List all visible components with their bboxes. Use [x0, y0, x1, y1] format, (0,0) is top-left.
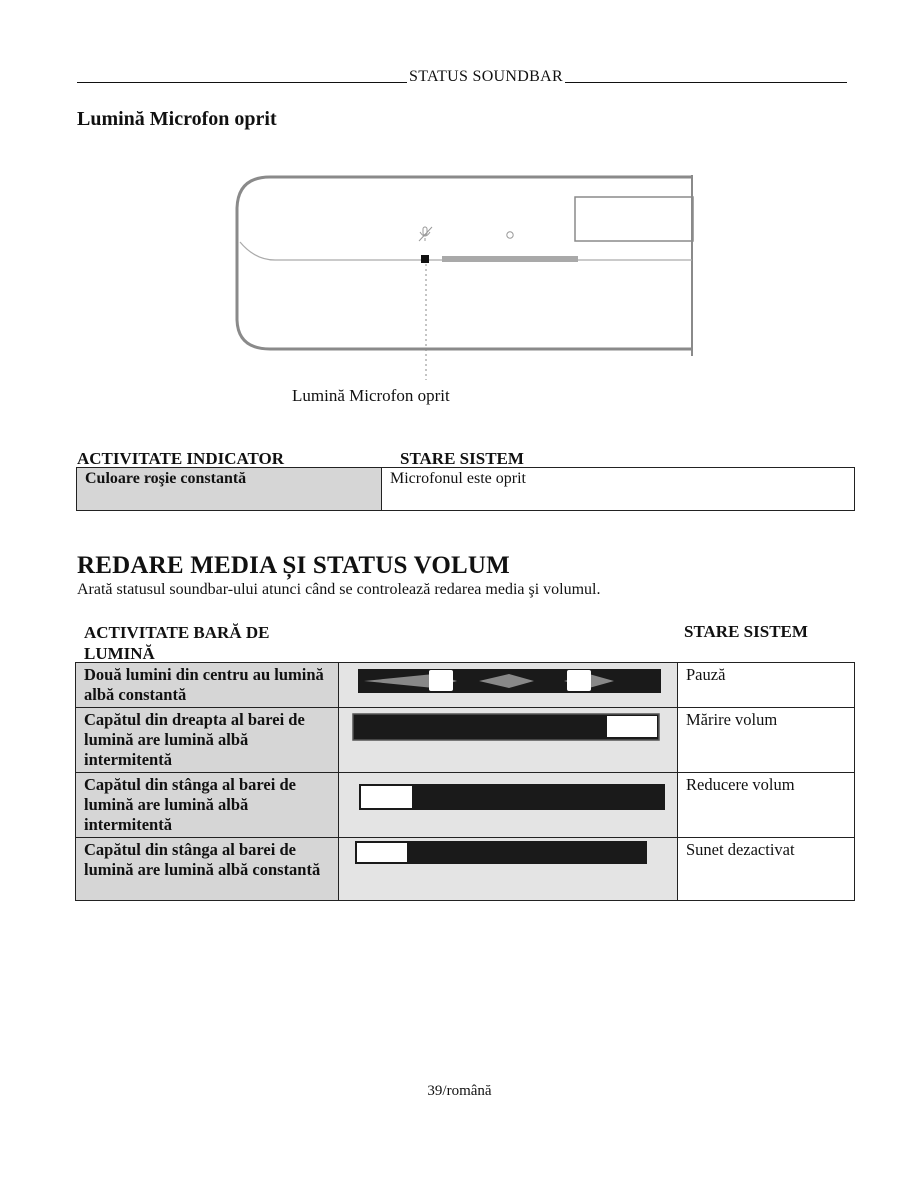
media-state-cell: Sunet dezactivat	[678, 838, 855, 901]
soundbar-panel	[575, 197, 693, 241]
media-table-header-state: STARE SISTEM	[684, 622, 808, 641]
mic-off-light	[421, 255, 429, 263]
light-bar-illustration-cell	[339, 663, 678, 708]
indicator-table-header-activity: ACTIVITATE INDICATOR	[77, 449, 285, 468]
mic-light-heading: Lumină Microfon oprit	[77, 108, 277, 130]
media-state-cell: Pauză	[678, 663, 855, 708]
header-title: STATUS SOUNDBAR	[409, 68, 563, 85]
light-bar-illustration-cell	[339, 838, 678, 901]
page-number: 39/română	[427, 1083, 492, 1099]
media-state-cell: Reducere volum	[678, 773, 855, 838]
light-bar	[442, 256, 578, 262]
indicator-state-cell: Microfonul este oprit	[382, 468, 855, 511]
volume-up-light-bar	[339, 708, 677, 770]
table-row	[76, 708, 855, 773]
media-table	[75, 662, 855, 901]
table-row	[77, 468, 855, 511]
media-activity-cell: Capătul din stânga al barei de lumină are lumină albă constantă	[76, 838, 339, 901]
table-row	[76, 773, 855, 838]
soundbar-diagram	[230, 160, 700, 390]
media-description: Arată statusul soundbar-ului atunci când se controlează redarea media şi volumul.	[77, 581, 601, 598]
table-row	[76, 663, 855, 708]
indicator-table	[76, 467, 855, 511]
header-rule-left	[77, 82, 407, 83]
action-button-icon	[507, 232, 513, 238]
volume-down-light-bar	[339, 773, 677, 835]
light-bar-illustration-cell	[339, 773, 678, 838]
mute-light-bar	[339, 838, 677, 900]
media-activity-cell: Capătul din dreapta al barei de lumină are lumină albă intermitentă	[76, 708, 339, 773]
diagram-caption: Lumină Microfon oprit	[292, 386, 450, 405]
soundbar-outline	[237, 177, 692, 349]
pause-light-bar	[339, 663, 677, 705]
header-rule-right	[565, 82, 847, 83]
light-bar-illustration-cell	[339, 708, 678, 773]
running-header	[77, 66, 847, 86]
indicator-table-header-state: STARE SISTEM	[400, 449, 524, 468]
indicator-activity-cell: Culoare roşie constantă	[77, 468, 382, 511]
media-table-header-activity: ACTIVITATE BARĂ DE LUMINĂ	[84, 623, 270, 663]
media-state-cell: Mărire volum	[678, 708, 855, 773]
media-activity-cell: Două lumini din centru au lumină albă constantă	[76, 663, 339, 708]
media-activity-cell: Capătul din stânga al barei de lumină are lumină albă intermitentă	[76, 773, 339, 838]
media-heading: REDARE MEDIA ȘI STATUS VOLUM	[77, 552, 510, 579]
mic-off-icon	[419, 227, 432, 241]
table-row	[76, 838, 855, 901]
